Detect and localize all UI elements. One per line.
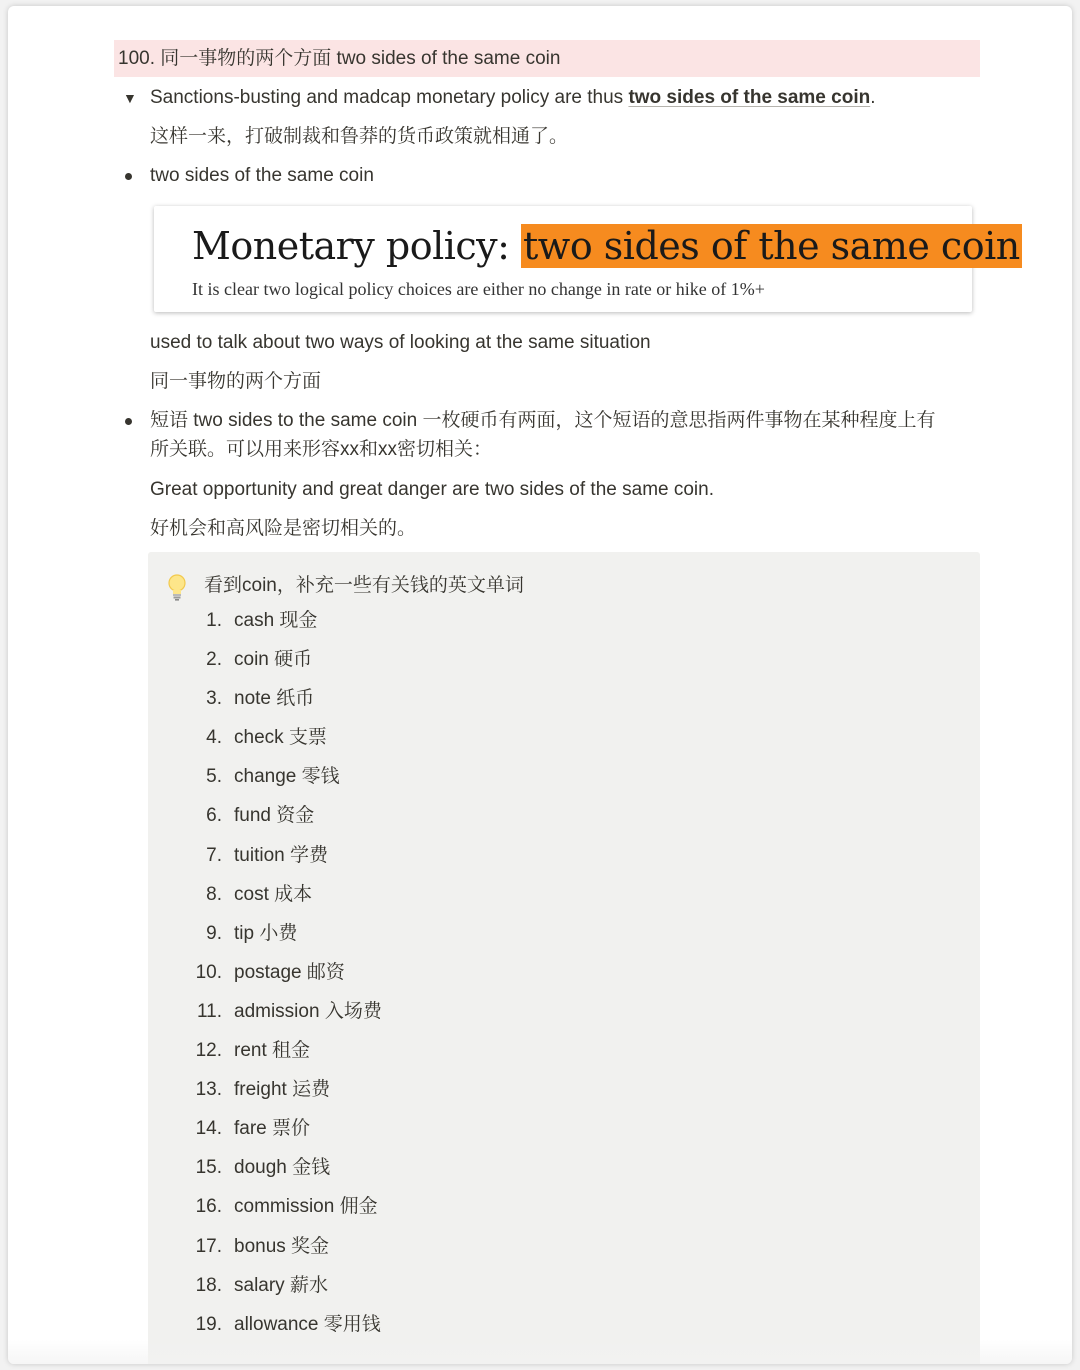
list-item-text: bonus 奖金 <box>234 1235 330 1257</box>
list-item-number: 19. <box>195 1313 222 1335</box>
bullet2-line1: 短语 two sides to the same coin 一枚硬币有两面，这个短语的意思指两件事物在某种程度上有 <box>150 410 936 431</box>
list-item-text: postage 邮资 <box>234 961 345 983</box>
list-item-number: 1. <box>206 610 222 631</box>
list-item-number: 12. <box>195 1040 222 1062</box>
list-item-number: 7. <box>206 844 222 866</box>
callout-block <box>148 552 980 1364</box>
list-item-number: 17. <box>195 1235 222 1257</box>
list-item-text: dough 金钱 <box>234 1157 331 1179</box>
example-en: Great opportunity and great danger are two sides of the same coin. <box>150 479 714 500</box>
list-item-text: check 支票 <box>234 727 327 749</box>
sentence-translation: 这样一来，打破制裁和鲁莽的货币政策就相通了。 <box>150 126 569 147</box>
list-item <box>192 921 382 960</box>
bullet2-line2: 所关联。可以用来形容xx和xx密切相关： <box>150 439 493 460</box>
bottom-fade <box>8 1340 1072 1364</box>
sentence-before: Sanctions-busting and madcap monetary policy are thus <box>150 87 629 108</box>
list-item <box>192 1155 382 1194</box>
list-item-number: 9. <box>206 922 222 944</box>
list-item <box>192 647 382 686</box>
page-heading: 100. 同一事物的两个方面 two sides of the same coin <box>114 40 980 77</box>
list-item-number: 6. <box>206 805 222 827</box>
quote-image-title <box>192 220 1022 272</box>
callout-title: 看到coin，补充一些有关钱的英文单词 <box>204 575 524 596</box>
list-item-number: 15. <box>195 1157 222 1179</box>
list-item-text: freight 运费 <box>234 1079 331 1101</box>
lightbulb-icon <box>166 572 188 602</box>
list-item-number: 4. <box>206 727 222 749</box>
list-item-text: tip 小费 <box>234 922 298 944</box>
list-item <box>192 764 382 803</box>
list-item-number: 10. <box>195 961 222 983</box>
list-item-number: 3. <box>206 688 222 710</box>
list-item <box>192 960 382 999</box>
list-item <box>192 999 382 1038</box>
quote-title-plain: Monetary policy: <box>192 224 522 268</box>
quote-image-subtitle: It is clear two logical policy choices are either no change in rate or hike of 1%+ <box>192 279 765 299</box>
list-item-text: note 纸币 <box>234 688 315 710</box>
definition-cn: 同一事物的两个方面 <box>150 371 322 392</box>
list-item-text: rent 租金 <box>234 1040 311 1062</box>
list-item-text: tuition 学费 <box>234 844 328 866</box>
list-item <box>192 1234 382 1273</box>
list-item <box>192 1038 382 1077</box>
definition-en: used to talk about two ways of looking at the same situation <box>150 332 651 353</box>
sentence-bold-phrase[interactable]: two sides of the same coin <box>628 87 871 108</box>
bullet-dot-icon <box>125 418 132 425</box>
list-item-number: 5. <box>206 766 222 788</box>
list-item-number: 11. <box>196 1000 222 1022</box>
vocab-list <box>192 608 382 1351</box>
list-item <box>192 1273 382 1312</box>
list-item-text: salary 薪水 <box>234 1274 328 1296</box>
list-item-number: 2. <box>206 649 222 671</box>
toggle-arrow-icon[interactable]: ▼ <box>123 90 137 106</box>
list-item-text: cost 成本 <box>234 883 313 905</box>
list-item-number: 16. <box>195 1196 222 1218</box>
list-item <box>192 608 382 647</box>
list-item <box>192 725 382 764</box>
list-item-text: fare 票价 <box>234 1118 311 1140</box>
list-item <box>192 882 382 921</box>
list-item-text: admission 入场费 <box>234 1000 382 1022</box>
list-item-number: 14. <box>195 1118 222 1140</box>
list-item <box>192 803 382 842</box>
quote-image <box>154 206 1020 312</box>
bullet-dot-icon <box>125 173 132 180</box>
toggle-sentence <box>150 85 876 111</box>
list-item <box>192 1116 382 1155</box>
list-item-text: cash 现金 <box>234 610 318 631</box>
list-item-text: fund 资金 <box>234 805 315 827</box>
list-item-number: 13. <box>195 1079 222 1101</box>
example-cn: 好机会和高风险是密切相关的。 <box>150 518 417 539</box>
list-item <box>192 1194 382 1233</box>
list-item <box>192 1077 382 1116</box>
list-item-number: 18. <box>195 1274 222 1296</box>
list-item <box>192 843 382 882</box>
bullet-phrase: two sides of the same coin <box>150 165 374 186</box>
list-item <box>192 686 382 725</box>
list-item-number: 8. <box>206 883 222 905</box>
quote-title-highlight: two sides of the same coin <box>523 224 1020 268</box>
sentence-after: . <box>870 87 876 108</box>
list-item-text: allowance 零用钱 <box>234 1313 381 1335</box>
page-card <box>8 6 1072 1364</box>
list-item-text: commission 佣金 <box>234 1196 378 1218</box>
list-item-text: coin 硬币 <box>234 649 313 671</box>
list-item-text: change 零钱 <box>234 766 340 788</box>
